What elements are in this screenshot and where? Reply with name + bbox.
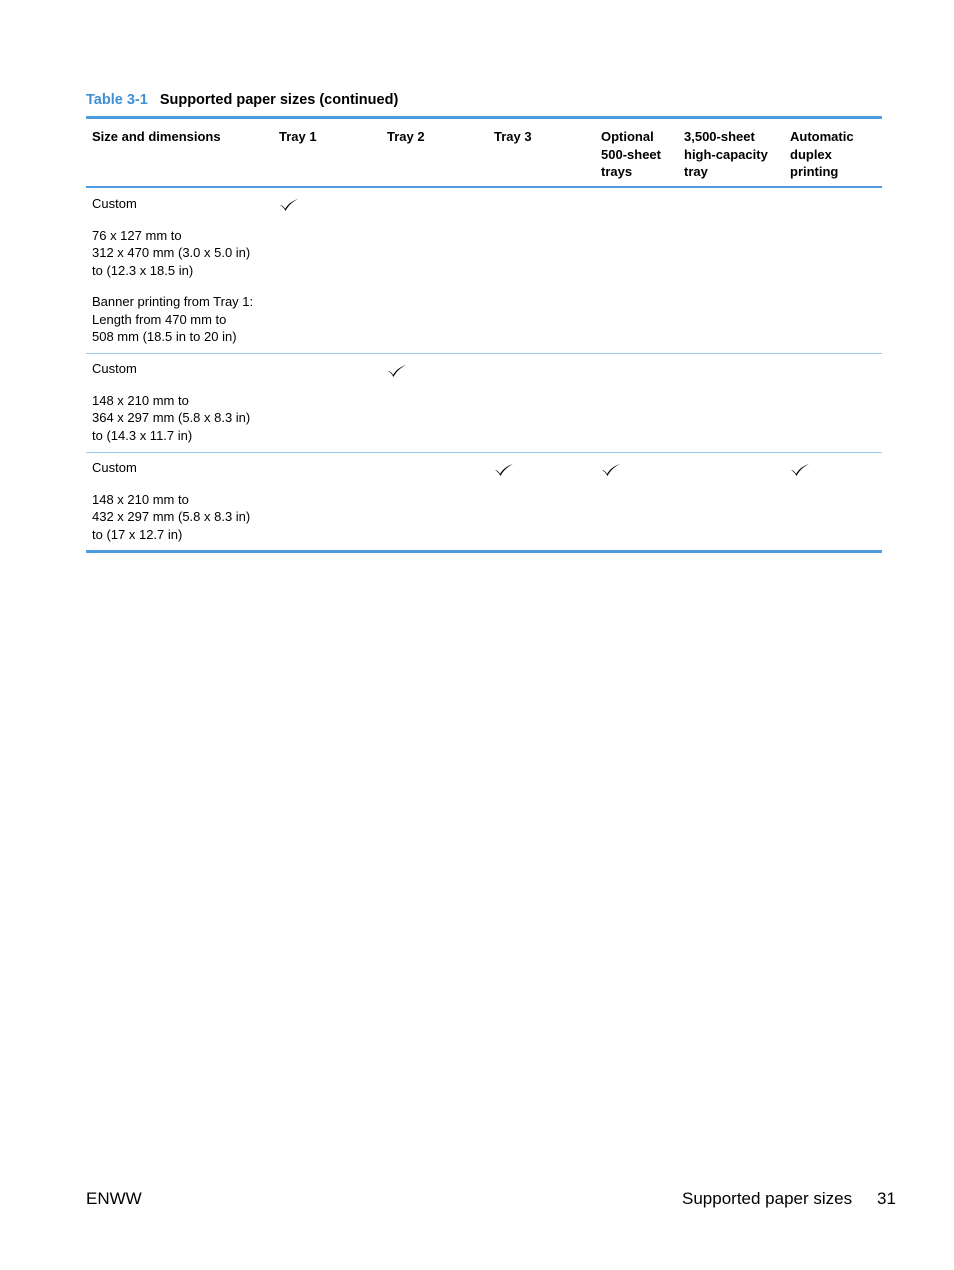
header-tray1: Tray 1 — [279, 129, 317, 144]
size-cell: Custom 76 x 127 mm to 312 x 470 mm (3.0 x 5.0 in) to (12.3 x 18.5 in) Banner printing from Tray 1: Length from 470 mm to 508 mm (18.5 in to 20 in) — [92, 196, 254, 344]
header-optional-trays: Optional 500-sheet trays — [601, 129, 661, 179]
table-caption — [86, 92, 398, 108]
table-row — [86, 453, 882, 550]
footer-left-label: ENWW — [86, 1189, 142, 1208]
header-tray3: Tray 3 — [494, 129, 532, 144]
header-duplex: Automatic duplex printing — [790, 129, 854, 179]
size-cell: Custom 148 x 210 mm to 364 x 297 mm (5.8 x 8.3 in) to (14.3 x 11.7 in) — [92, 361, 251, 443]
checkmark-icon — [601, 463, 681, 477]
table-header-row — [86, 119, 882, 188]
checkmark-icon — [790, 463, 880, 477]
table-title: Supported paper sizes (continued) — [159, 92, 399, 108]
table-row — [86, 188, 882, 354]
checkmark-icon — [279, 198, 299, 212]
table-number: Table 3-1 — [86, 92, 148, 108]
size-cell: Custom 148 x 210 mm to 432 x 297 mm (5.8 x 8.3 in) to (17 x 12.7 in) — [92, 460, 251, 542]
checkmark-icon — [494, 463, 514, 477]
header-tray2: Tray 2 — [387, 129, 425, 144]
paper-sizes-table — [86, 116, 882, 553]
header-hci-tray: 3,500-sheet high-capacity tray — [684, 129, 768, 179]
header-size: Size and dimensions — [92, 129, 221, 144]
checkmark-icon — [387, 364, 407, 378]
footer-section-title: Supported paper sizes — [682, 1189, 853, 1208]
page-number: 31 — [877, 1189, 896, 1208]
table-row — [86, 354, 882, 453]
